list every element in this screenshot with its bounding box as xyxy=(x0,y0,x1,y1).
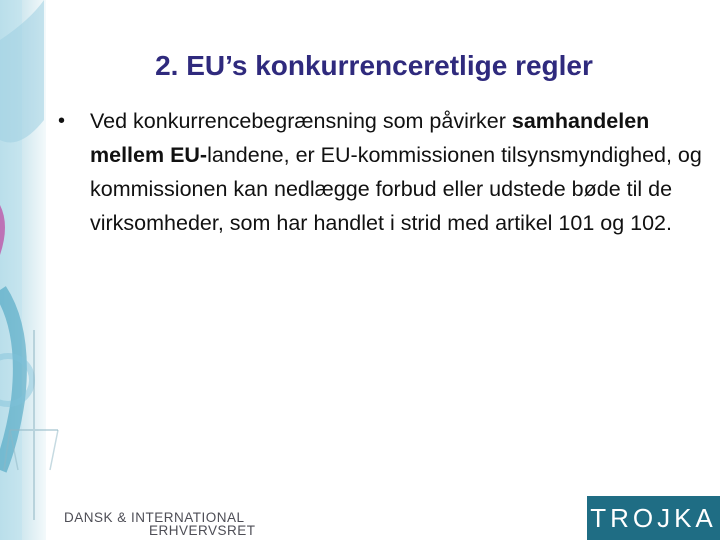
slide-title: 2. EU’s konkurrenceretlige regler xyxy=(155,50,593,81)
bullet-text-part1: Ved konkurrencebegrænsning som påvirker xyxy=(90,109,512,133)
dansk-international-erhvervsret-logo xyxy=(64,511,256,537)
bullet-list xyxy=(56,104,706,240)
bullet-dot-icon: • xyxy=(58,110,66,132)
bullet-text-part3: landene, er EU-kommissionen tilsynsmyndighed, og kommissionen kan nedlægge forbud eller udstede bøde til de virksomheder, som har handlet i strid med artikel 101 og 102. xyxy=(90,143,702,235)
bullet-text-bold: samhandelen mellem EU- xyxy=(90,109,650,167)
logo-line2: ERHVERVSRET xyxy=(149,523,256,538)
logo-line1: DANSK & INTERNATIONAL xyxy=(64,510,245,525)
trojka-logo: TROJKA xyxy=(587,496,720,540)
bullet-item xyxy=(56,104,706,240)
